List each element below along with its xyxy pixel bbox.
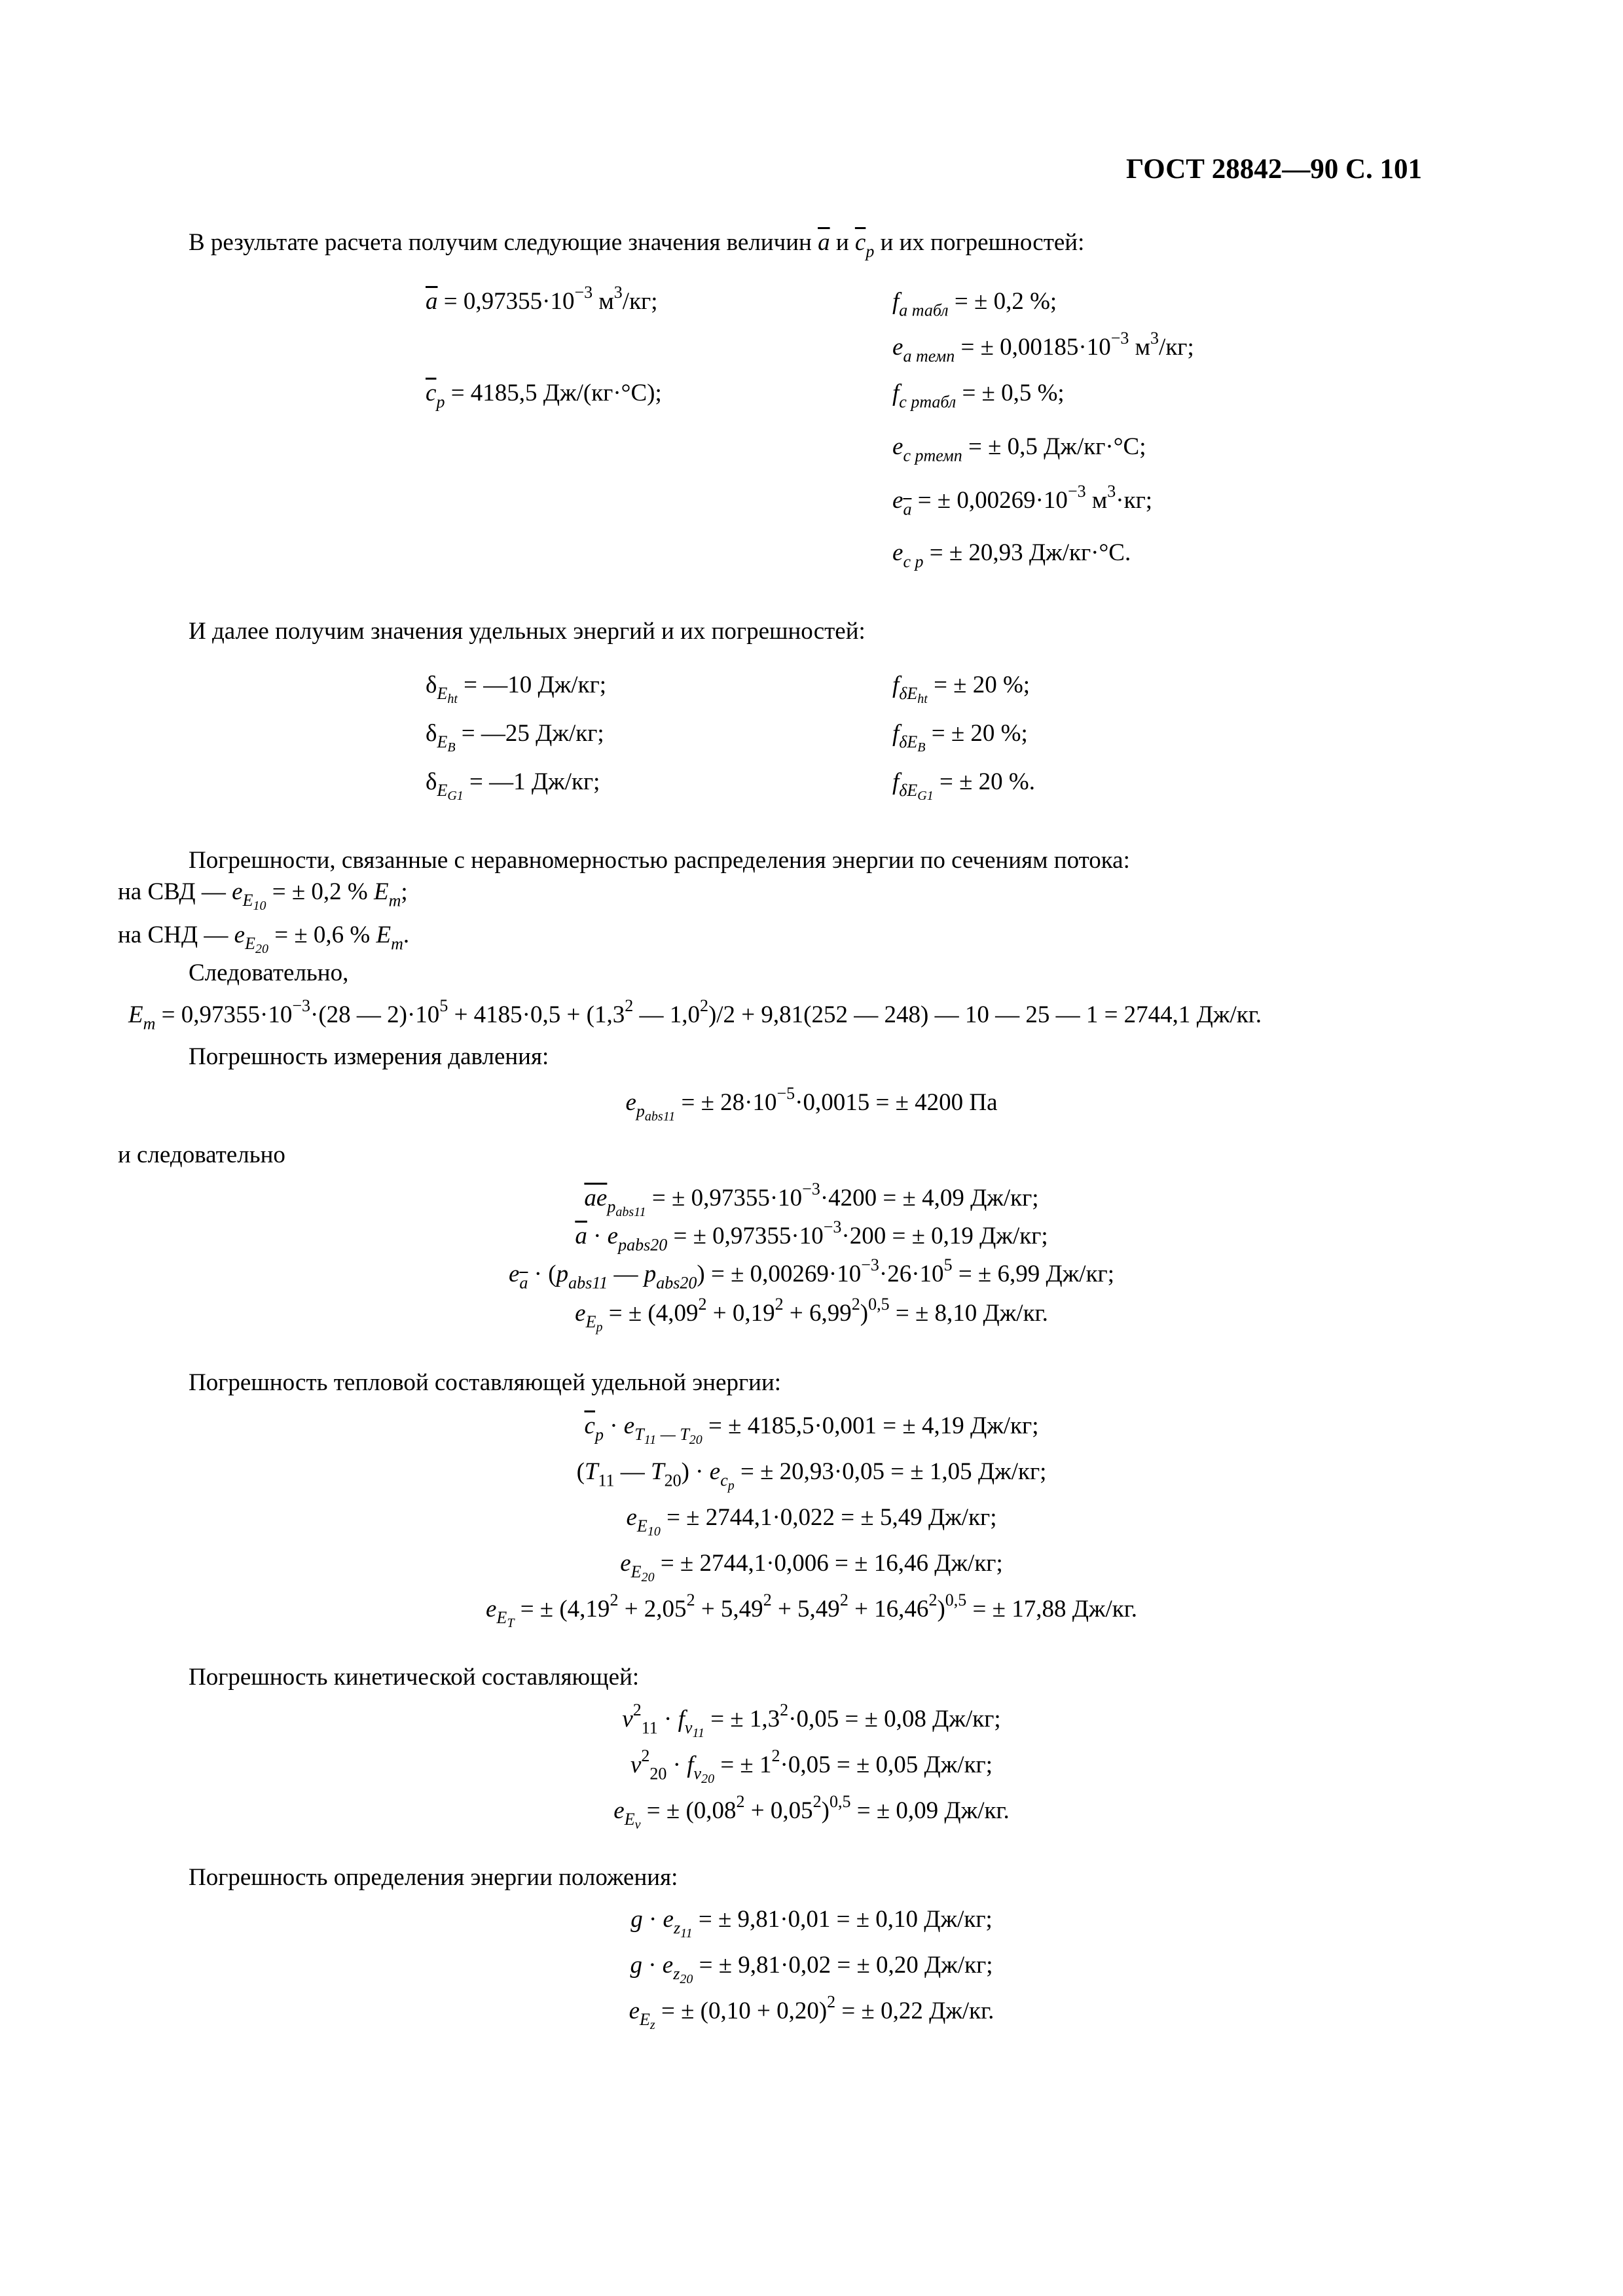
- energies-intro: И далее получим значения удельных энергий и их погрешностей:: [189, 618, 866, 645]
- kinetic-title: Погрешность кинетической составляющей:: [189, 1664, 640, 1691]
- therefore-label: Следовательно,: [189, 960, 349, 986]
- page-header: ГОСТ 28842—90 С. 101: [1126, 154, 1423, 185]
- thermal-line-5: $e_{E_T}$ = ± $(4,19^2 + 2,05^2 + 5,49^2 + 5,49^2 + 16,46^2)^{0,5}$ = ± 17,88 Дж/кг.: [485, 1590, 1137, 1631]
- pressure-line-3: $e_{\overline{a}} \cdot (p_{abs11}$ — $p_{abs20}$) = ± $0,00269\cdot 10^{-3}\cdot 26\cdot 10^5$ = ± 6,99 Дж/кг;: [508, 1255, 1114, 1293]
- pressure-title: Погрешность измерения давления:: [189, 1043, 549, 1070]
- value-a: $\overline{a} = 0,97355\cdot 10^{-3}$ $м^3/кг$;: [426, 283, 658, 315]
- symbol-c-bar: $\overline{c}$: [854, 229, 866, 256]
- pressure-line-1: $\overline{ae}_{p_{abs11}}$ = ± $0,97355\cdot 10^{-3}\cdot 4200$ = ± 4,09 Дж/кг;: [584, 1179, 1039, 1220]
- delta-e-b: $\delta_{E_B}$ = —25 Дж/кг;: [426, 720, 604, 755]
- f-delta-e-b: $f_{\delta E_B}$ = ± 20 %;: [892, 720, 1028, 755]
- position-line-3: $e_{E_z}$ = ± $(0,10 + 0,20)^2$ = ± 0,22 Дж/кг.: [629, 1992, 994, 2033]
- kinetic-line-1: $v^2_{11} \cdot f_{v_{11}}$ = ± $1,3^2\cdot 0,05$ = ± 0,08 Дж/кг;: [622, 1700, 1001, 1741]
- thermal-title: Погрешность тепловой составляющей удельной энергии:: [189, 1369, 782, 1396]
- f-delta-e-ht: $f_{\delta E_{ht}}$ = ± 20 %;: [892, 672, 1030, 707]
- and-thus-label: и следовательно: [118, 1141, 285, 1168]
- f-delta-e-g1: $f_{\delta E_{G1}}$ = ± 20 %.: [892, 768, 1035, 804]
- error-e-cp-temp: $e_{c pтемп}$ = ± 0,5 Дж/кг·°С;: [892, 433, 1146, 465]
- delta-e-g1: $\delta_{E_{G1}}$ = —1 Дж/кг;: [426, 768, 600, 804]
- kinetic-line-3: $e_{E_v}$ = ± $(0,08^2 + 0,05^2)^{0,5}$ = ± 0,09 Дж/кг.: [613, 1792, 1010, 1833]
- position-line-1: $g \cdot e_{z_{11}}$ = ± 9,81·0,01 = ± 0,10 Дж/кг;: [630, 1906, 993, 1941]
- uneven-snd: на СНД — $e_{E_{20}}$ = ± 0,6 % $E_m$.: [118, 922, 410, 957]
- pressure-line-4: $e_{E_p}$ = ± $(4,09^2 + 0,19^2 + 6,99^2)^{0,5}$ = ± 8,10 Дж/кг.: [575, 1295, 1048, 1335]
- delta-e-ht: $\delta_{E_{ht}}$ = —10 Дж/кг;: [426, 672, 607, 707]
- pressure-equation: $e_{p_{abs11}}$ = ± $28\cdot 10^{-5}\cdot 0,0015$ = ± 4200 Па: [625, 1084, 998, 1124]
- em-equation: $E_m = 0,97355\cdot 10^{-3}\cdot(28$ — $2)\cdot 10^5 + 4185\cdot 0,5 + (1,3^2$ — $1,0^2)/2 + 9,81(252$ — 248) — 10 — 25 — 1 = 2744,1 Дж/кг.: [128, 996, 1262, 1033]
- pressure-line-2: $\overline{a} \cdot e_{pabs20}$ = ± $0,97355\cdot 10^{-3}\cdot 200$ = ± 0,19 Дж/кг;: [575, 1217, 1048, 1255]
- thermal-line-4: $e_{E_{20}}$ = ± 2744,1·0,006 = ± 16,46 Дж/кг;: [620, 1550, 1003, 1585]
- error-e-a-temp: $e_{a темп}$ = ± $0,00185\cdot 10^{-3}$ $м^3/кг$;: [892, 329, 1194, 366]
- error-e-cp: $e_{c p}$ = ± 20,93 Дж/кг·°С.: [892, 539, 1131, 571]
- symbol-a-bar: $\overline{a}$: [818, 229, 830, 256]
- position-line-2: $g \cdot e_{z_{20}}$ = ± 9,81·0,02 = ± 0,20 Дж/кг;: [630, 1952, 993, 1987]
- thermal-line-3: $e_{E_{10}}$ = ± 2744,1·0,022 = ± 5,49 Дж/кг;: [626, 1504, 997, 1539]
- error-e-a: $e_{\overline{a}}$ = ± $0,00269\cdot 10^{-3}$ $м^3\cdot кг$;: [892, 482, 1153, 519]
- uneven-intro: Погрешности, связанные с неравномерностью распределения энергии по сечениям потока:: [189, 847, 1130, 874]
- error-f-a-table: $f_{a табл}$ = ± 0,2 %;: [892, 288, 1057, 320]
- thermal-line-2: ($T_{11}$ — $T_{20}) \cdot e_{c_p}$ = ± 20,93·0,05 = ± 1,05 Дж/кг;: [576, 1458, 1047, 1494]
- kinetic-line-2: $v^2_{20} \cdot f_{v_{20}}$ = ± $1^2\cdot 0,05$ = ± 0,05 Дж/кг;: [630, 1746, 993, 1787]
- position-title: Погрешность определения энергии положения:: [189, 1864, 678, 1891]
- value-cp: $\overline{c}_p = 4185,5$ Дж/(кг·°С);: [426, 380, 662, 412]
- thermal-line-1: $\overline{c}_p \cdot e_{T_{11} — T_{20}}$ = ± 4185,5·0,001 = ± 4,19 Дж/кг;: [584, 1412, 1039, 1448]
- uneven-svd: на СВД — $e_{E_{10}}$ = ± 0,2 % $E_m$;: [118, 878, 408, 914]
- intro-sentence: В результате расчета получим следующие значения величин $\overline{a}$ и $\overline{c}_p$ и их погрешностей:: [189, 229, 1085, 261]
- error-f-cp-table: $f_{c pтабл}$ = ± 0,5 %;: [892, 380, 1065, 412]
